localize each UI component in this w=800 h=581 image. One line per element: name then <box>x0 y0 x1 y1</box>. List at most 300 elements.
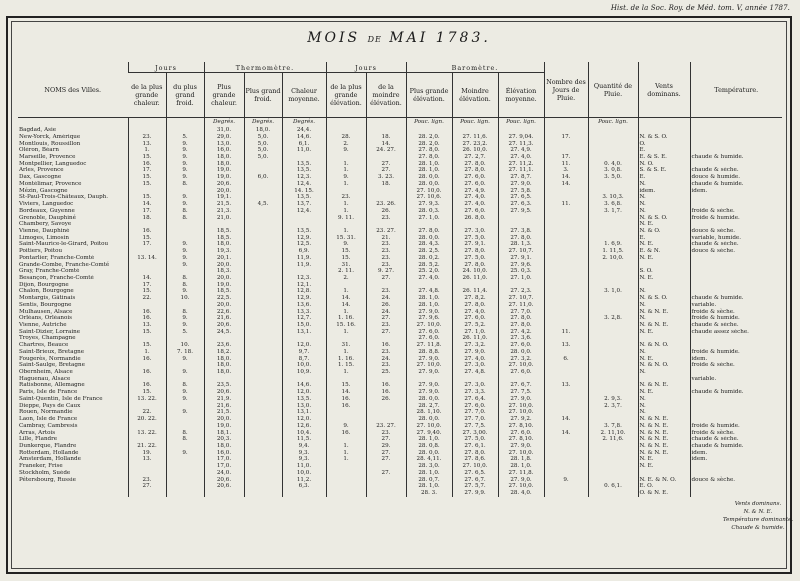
table-row <box>18 221 782 228</box>
table-cell: 23. <box>128 134 166 141</box>
table-cell: 16. <box>128 369 166 376</box>
table-cell: 23. 27. <box>366 228 406 235</box>
table-cell: 18. <box>366 134 406 141</box>
table-cell <box>366 282 406 289</box>
table-cell: 17. <box>544 154 588 161</box>
table-cell: S. & S. E. <box>638 167 690 174</box>
table-cell <box>366 416 406 423</box>
table-cell: 29,0. <box>204 134 244 141</box>
table-cell: 9. <box>166 147 204 154</box>
city-name-cell: Arras, Artois <box>19 429 56 436</box>
table-row <box>18 201 782 208</box>
table-cell: 6. <box>544 355 588 362</box>
table-cell <box>128 187 166 194</box>
title-pre: MOIS <box>307 30 361 46</box>
table-cell <box>690 409 782 416</box>
table-cell <box>244 295 282 302</box>
table-cell <box>166 362 204 369</box>
table-cell <box>166 335 204 342</box>
table-cell: 16. <box>366 342 406 349</box>
col-moindre-elevation: Moindre élévation. <box>452 73 498 118</box>
table-cell <box>588 329 638 336</box>
table-cell <box>326 127 366 134</box>
city-name-cell: Lille, Flandre <box>19 436 58 443</box>
city-name-cell: New-Yorck, Amérique <box>19 133 81 140</box>
table-cell: 27. 11,3. <box>498 140 544 147</box>
table-cell: 17. <box>544 134 588 141</box>
table-cell <box>326 221 366 228</box>
table-row <box>18 376 782 383</box>
table-cell: E. <box>638 174 690 181</box>
table-cell <box>244 208 282 215</box>
table-cell: 27. 4,8. <box>406 288 452 295</box>
table-cell <box>244 483 282 490</box>
table-cell: N. & S. O. <box>638 214 690 221</box>
table-cell: 1. <box>326 161 366 168</box>
table-cell: N. <box>638 208 690 215</box>
table-cell: 20,0. <box>204 302 244 309</box>
table-cell: 13. <box>128 322 166 329</box>
table-cell: 27. 9,0. <box>406 355 452 362</box>
table-cell <box>544 396 588 403</box>
table-cell <box>544 221 588 228</box>
table-cell <box>166 456 204 463</box>
table-cell: 20,0. <box>204 416 244 423</box>
table-cell: 28. 4,11. <box>406 456 452 463</box>
table-cell: 28. 1,10. <box>406 409 452 416</box>
meteorological-table <box>18 62 782 497</box>
table-cell <box>366 463 406 470</box>
table-row <box>18 463 782 470</box>
table-cell: 12,3. <box>282 174 326 181</box>
table-cell <box>544 288 588 295</box>
table-cell: 10,0. <box>282 362 326 369</box>
table-cell <box>128 470 166 477</box>
table-cell: 27. 7,0. <box>498 308 544 315</box>
table-cell: 9. 27. <box>366 268 406 275</box>
table-cell: 2. 11. <box>326 268 366 275</box>
table-cell <box>544 308 588 315</box>
table-cell <box>544 443 588 450</box>
table-cell: N. & N. O. <box>638 342 690 349</box>
table-cell <box>366 194 406 201</box>
table-cell: 8. <box>166 308 204 315</box>
table-cell <box>588 214 638 221</box>
table-cell: chaude & humide. <box>690 181 782 188</box>
table-cell: 18,0. <box>204 154 244 161</box>
table-cell: 19,0. <box>204 167 244 174</box>
table-cell: 27. 6,0. <box>498 342 544 349</box>
table-cell <box>204 490 244 497</box>
table-cell: 14,6. <box>282 134 326 141</box>
table-cell: 28. 1,0. <box>406 295 452 302</box>
table-cell: 22,5. <box>204 295 244 302</box>
table-cell: 1. <box>326 167 366 174</box>
table-cell: 27. 4,0. <box>498 154 544 161</box>
table-row <box>18 416 782 423</box>
table-cell: 27. <box>366 450 406 457</box>
table-cell: N. & N. E. <box>638 429 690 436</box>
table-cell: 24. <box>366 308 406 315</box>
table-cell <box>166 463 204 470</box>
table-cell <box>690 127 782 134</box>
table-cell <box>166 423 204 430</box>
table-cell: 15. <box>128 288 166 295</box>
table-cell <box>544 456 588 463</box>
table-cell <box>690 490 782 497</box>
table-cell <box>326 335 366 342</box>
table-cell <box>244 248 282 255</box>
table-frame <box>6 16 792 574</box>
table-cell: 27. 8,7. <box>498 174 544 181</box>
table-cell: 27. 9,1. <box>452 241 498 248</box>
legend-temp-value: Chaude & humide. <box>731 525 785 531</box>
table-cell: N. O. <box>638 161 690 168</box>
table-cell <box>244 355 282 362</box>
table-cell: 24,4. <box>282 127 326 134</box>
table-cell: 27. 4,9. <box>452 187 498 194</box>
table-cell <box>588 476 638 483</box>
city-name-cell: Marseille, Provence <box>19 154 76 161</box>
table-cell: 28. 1,0. <box>406 167 452 174</box>
city-name-cell: Besançon, Franche-Comté <box>19 274 94 281</box>
table-cell: 27. 11,6. <box>452 134 498 141</box>
table-cell <box>638 127 690 134</box>
table-cell: 24,0. <box>204 470 244 477</box>
table-cell: E. <box>638 147 690 154</box>
table-cell: N. & O. <box>638 228 690 235</box>
table-cell: idem. <box>638 187 690 194</box>
table-cell <box>326 483 366 490</box>
table-cell: N. & S. O. <box>638 134 690 141</box>
table-cell <box>244 416 282 423</box>
table-cell <box>244 302 282 309</box>
table-cell: chaude & sèche. <box>690 241 782 248</box>
table-cell <box>544 402 588 409</box>
table-cell <box>588 456 638 463</box>
table-cell: 27. 3,2. <box>498 355 544 362</box>
table-cell: 17. <box>128 167 166 174</box>
table-cell: 20,0. <box>204 261 244 268</box>
table-cell: 18,3. <box>204 268 244 275</box>
table-cell: froide & sèche. <box>690 208 782 215</box>
table-cell: chaude & humide. <box>690 154 782 161</box>
table-cell: 13. 14. <box>128 255 166 262</box>
table-cell: 21,9. <box>204 396 244 403</box>
table-cell: froide & humide. <box>690 423 782 430</box>
table-cell <box>326 282 366 289</box>
table-cell <box>690 268 782 275</box>
table-cell: 13. <box>128 456 166 463</box>
table-row <box>18 443 782 450</box>
table-cell: 27. 5,0. <box>452 235 498 242</box>
table-cell <box>690 134 782 141</box>
table-cell <box>366 476 406 483</box>
table-cell: 1. 6,9. <box>588 241 638 248</box>
table-cell: 18. <box>366 181 406 188</box>
table-cell <box>544 315 588 322</box>
table-cell: 28. 3,0. <box>406 463 452 470</box>
col-temperature: Température. <box>690 62 782 118</box>
table-cell <box>690 201 782 208</box>
table-cell: N. & S. O. <box>638 295 690 302</box>
table-cell: 16,0. <box>204 147 244 154</box>
table-cell <box>326 376 366 383</box>
table-cell: 3. 5,0. <box>588 174 638 181</box>
table-cell: 9. <box>166 355 204 362</box>
table-cell: 27. 8,0. <box>452 450 498 457</box>
table-cell <box>544 335 588 342</box>
table-cell: 27. 4,0. <box>452 194 498 201</box>
table-cell: 20,6. <box>204 389 244 396</box>
table-cell: 27. 7,0. <box>452 409 498 416</box>
table-cell <box>128 463 166 470</box>
table-cell <box>588 470 638 477</box>
table-row <box>18 194 782 201</box>
table-cell: 27. 11,2. <box>498 161 544 168</box>
table-cell: 1. 15. <box>326 362 366 369</box>
table-cell <box>244 476 282 483</box>
table-row <box>18 248 782 255</box>
table-cell: 28. 0,2. <box>406 255 452 262</box>
table-cell <box>244 423 282 430</box>
table-cell: 1. <box>326 208 366 215</box>
table-cell <box>544 194 588 201</box>
table-cell: 1. <box>128 147 166 154</box>
table-cell <box>326 490 366 497</box>
table-cell <box>588 140 638 147</box>
table-cell <box>244 228 282 235</box>
city-name-cell: Franeker, Frise <box>19 463 63 470</box>
table-cell: 27. 5,7. <box>452 483 498 490</box>
city-name-cell: Montpellier, Languedoc <box>19 160 87 167</box>
table-cell: 3. <box>544 167 588 174</box>
table-cell: chaude & humide. <box>690 443 782 450</box>
table-cell: 27. <box>366 315 406 322</box>
table-cell: 2. 11,10. <box>588 429 638 436</box>
table-cell: N. <box>638 409 690 416</box>
table-cell: 27. 9,0. <box>406 382 452 389</box>
table-cell: N. <box>638 349 690 356</box>
table-cell: 23. <box>326 194 366 201</box>
table-cell <box>544 389 588 396</box>
table-cell: 9. <box>166 161 204 168</box>
table-cell: 27. 8,0. <box>452 302 498 309</box>
table-cell <box>128 221 166 228</box>
table-cell: 19,0. <box>204 423 244 430</box>
city-name-cell: Vienne, Autriche <box>19 322 67 328</box>
table-cell: 24. 27. <box>366 147 406 154</box>
group-barometre: Baromètre. <box>406 62 544 73</box>
table-row <box>18 456 782 463</box>
city-name-cell: Ratisbonne, Allemagne <box>19 382 85 389</box>
table-cell: 2. 9,3. <box>588 396 638 403</box>
table-cell <box>406 282 452 289</box>
col-plus-grand-froid: Plus grand froid. <box>244 73 282 118</box>
title-post: MAI 1783. <box>389 30 491 46</box>
table-cell: 11,9. <box>282 261 326 268</box>
city-name-cell: Rotterdam, Hollande <box>19 449 79 456</box>
table-cell: 27. 9,0. <box>498 443 544 450</box>
table-cell: N. & N. E. <box>638 436 690 443</box>
table-cell <box>544 369 588 376</box>
table-cell: 27. 6,7. <box>452 476 498 483</box>
table-cell: 15. <box>326 382 366 389</box>
table-cell: N. & N. E. <box>638 443 690 450</box>
table-cell: 28. 0,0. <box>406 181 452 188</box>
table-row <box>18 255 782 262</box>
table-cell <box>244 450 282 457</box>
table-cell <box>690 470 782 477</box>
city-name-cell: Chalon, Bourgogne <box>19 288 74 295</box>
table-cell <box>244 429 282 436</box>
table-cell <box>244 275 282 282</box>
table-cell: 11. <box>544 329 588 336</box>
table-cell: 24. <box>366 355 406 362</box>
table-cell: N. <box>638 181 690 188</box>
table-cell: N. <box>638 402 690 409</box>
table-cell: 25. 2,0. <box>406 268 452 275</box>
table-cell: 21,3. <box>204 208 244 215</box>
table-cell: 28. 5,2. <box>406 261 452 268</box>
table-cell: 25. <box>366 369 406 376</box>
table-cell: 19,0. <box>204 174 244 181</box>
table-cell: O. <box>638 140 690 147</box>
table-cell: chaude & humide. <box>690 295 782 302</box>
table-cell <box>166 235 204 242</box>
table-row <box>18 241 782 248</box>
table-cell <box>544 376 588 383</box>
table-row <box>18 315 782 322</box>
table-cell: 0. 6,1. <box>588 483 638 490</box>
table-cell: 9. <box>326 241 366 248</box>
table-cell: N. & N. E. <box>638 423 690 430</box>
table-cell <box>544 147 588 154</box>
table-cell <box>244 402 282 409</box>
table-cell <box>166 443 204 450</box>
table-cell: 23. <box>366 261 406 268</box>
table-cell: 27. 6,0. <box>406 335 452 342</box>
table-cell: 9. <box>166 241 204 248</box>
table-cell <box>244 335 282 342</box>
group-thermometre: Thermomètre. <box>204 62 326 73</box>
table-cell: 27. 10,0. <box>498 409 544 416</box>
table-cell: 21. <box>366 235 406 242</box>
table-cell: 12,4. <box>282 181 326 188</box>
table-cell: 28. 2,0. <box>406 140 452 147</box>
table-cell <box>366 376 406 383</box>
table-row <box>18 167 782 174</box>
table-cell: 1. <box>326 349 366 356</box>
table-row <box>18 476 782 483</box>
table-cell <box>588 127 638 134</box>
table-cell: 9,7. <box>282 349 326 356</box>
table-cell <box>588 463 638 470</box>
table-cell: chaude & sèche. <box>690 322 782 329</box>
table-cell <box>588 261 638 268</box>
table-cell: 23,5. <box>204 382 244 389</box>
city-name-cell: Vienne, Dauphiné <box>19 227 70 234</box>
table-cell: 23. <box>366 322 406 329</box>
table-cell <box>638 282 690 289</box>
table-cell: 1. <box>326 369 366 376</box>
table-cell: 1. 16. <box>326 315 366 322</box>
table-cell: 16. <box>366 382 406 389</box>
table-cell: 28. 0,0. <box>406 235 452 242</box>
table-cell <box>244 167 282 174</box>
table-cell: 27. 7,0. <box>452 416 498 423</box>
table-cell: 23. <box>366 429 406 436</box>
table-cell: 28. 1,0. <box>406 483 452 490</box>
table-cell <box>544 483 588 490</box>
table-cell: 2. 11,6. <box>588 436 638 443</box>
table-cell <box>690 382 782 389</box>
table-cell: 5. <box>166 134 204 141</box>
table-cell: douce & sèche. <box>690 476 782 483</box>
table-cell <box>326 187 366 194</box>
city-name-cell <box>18 483 128 490</box>
table-cell: 12,0. <box>282 342 326 349</box>
table-cell <box>690 396 782 403</box>
table-cell: 1. <box>326 456 366 463</box>
table-cell <box>244 221 282 228</box>
table-cell <box>588 235 638 242</box>
table-row <box>18 490 782 497</box>
col-chaleur-moyenne: Chaleur moyenne. <box>282 73 326 118</box>
units-row <box>18 118 782 128</box>
table-cell: 27. 9,5. <box>498 208 544 215</box>
table-cell: 7. 18. <box>166 349 204 356</box>
table-row <box>18 268 782 275</box>
table-cell <box>544 241 588 248</box>
table-cell: 18,1. <box>204 429 244 436</box>
table-cell <box>544 302 588 309</box>
table-row <box>18 235 782 242</box>
table-cell: 23. <box>366 349 406 356</box>
city-name-cell: Gray, Franche-Comté <box>19 268 80 275</box>
table-cell: 18. <box>128 214 166 221</box>
table-cell: 28. 2,5. <box>406 248 452 255</box>
table-cell: 18,0. <box>204 161 244 168</box>
table-cell: 27. <box>366 329 406 336</box>
table-cell: 15. <box>326 248 366 255</box>
table-cell <box>638 376 690 383</box>
table-cell <box>366 221 406 228</box>
running-head: Hist. de la Soc. Roy. de Méd. tom. V, année 1787. <box>610 4 790 12</box>
table-cell: froide & humide. <box>690 214 782 221</box>
table-cell: E. O. <box>638 483 690 490</box>
table-cell: 5,0. <box>244 154 282 161</box>
table-cell: 21,5. <box>204 409 244 416</box>
legend-vents-label: Vents dominans. <box>734 501 782 507</box>
table-cell: 17,0. <box>204 463 244 470</box>
table-cell: 27. 8,0. <box>406 147 452 154</box>
table-cell <box>244 342 282 349</box>
table-cell: 2. 10,0. <box>588 255 638 262</box>
legend-temp-label: Température dominante. <box>722 517 794 523</box>
table-cell: N. <box>638 194 690 201</box>
table-cell <box>638 470 690 477</box>
table-cell: N. & N. O. <box>638 362 690 369</box>
table-cell: 1. <box>326 288 366 295</box>
table-cell: 3. 23. <box>366 174 406 181</box>
table-cell: 8. <box>166 208 204 215</box>
table-cell: 27. 8,10. <box>498 423 544 430</box>
table-cell: 28. 4,0. <box>498 490 544 497</box>
table-cell: 27. 9,0. <box>406 369 452 376</box>
table-cell: N. <box>638 396 690 403</box>
city-name-cell: Dax, Gascogne <box>19 174 62 181</box>
